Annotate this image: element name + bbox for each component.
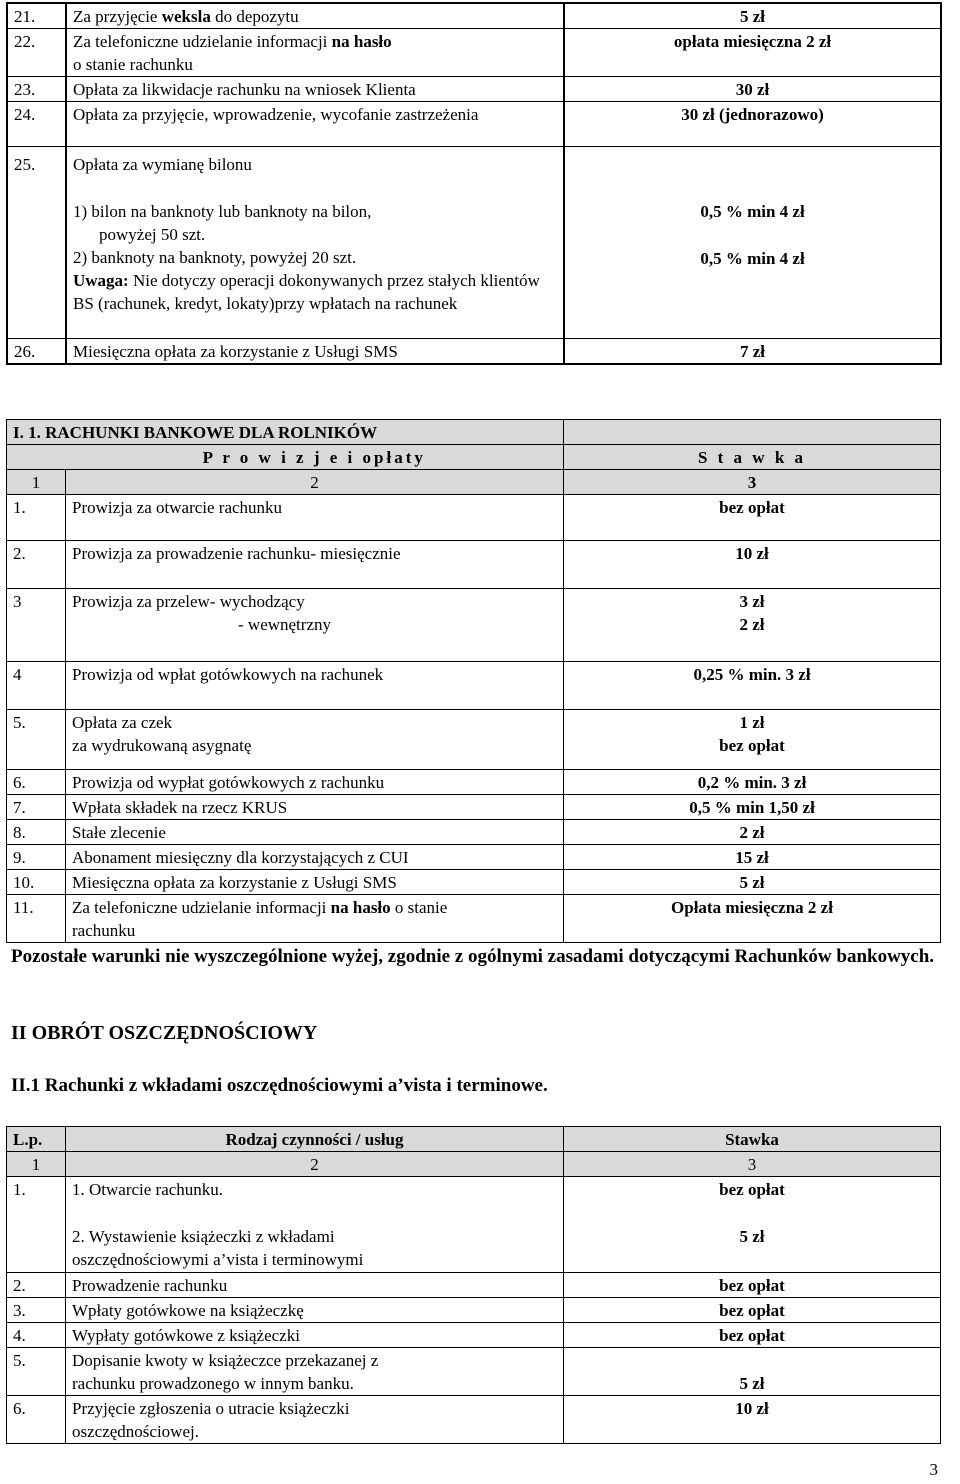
row-value: 0,5 % min 1,50 zł [564,795,941,820]
row-value: 2 zł [564,820,941,845]
row-description: Prowizja za prowadzenie rachunku- miesięcznie [66,541,564,589]
table-row [7,870,941,895]
coin-exchange-note: Uwaga: Nie dotyczy operacji dokonywanych przez stałych klientów BS (rachunek, kredyt, lokaty)przy wpłatach na rachunek [73,271,540,313]
row-value-line: bez opłat [719,736,785,755]
row-description: Opłata za likwidacje rachunku na wniosek Klienta [66,77,564,102]
row-number: 8. [7,820,66,845]
row-description [66,710,564,770]
table-row [7,845,941,870]
row-number: 25. [7,147,66,339]
table-row [7,662,941,710]
row-value: 5 zł [564,870,941,895]
row-value [564,147,941,339]
row-value: bez opłat [564,495,941,541]
row-number: 1. [7,495,66,541]
row-number: 21. [7,3,66,29]
row-value-line: 2 zł [739,615,765,634]
table-row [7,1323,941,1348]
row-number: 3. [7,1298,66,1323]
row-number: 5. [7,1348,66,1396]
page-number: 3 [929,1460,938,1479]
row-description: Wpłata składek na rzecz KRUS [66,795,564,820]
row-description: Za telefoniczne udzielanie informacji na hasło o stanie rachunku [66,895,564,943]
table-row [7,820,941,845]
row-number: 3 [7,589,66,662]
coin-exchange-item-1-cont: powyżej 50 szt. [99,225,206,244]
row-description: Miesięczna opłata za korzystanie z Usługi SMS [66,339,564,365]
row-number: 22. [7,29,66,77]
row-value-line: 3 zł [739,592,765,611]
row-value: bez opłat [564,1323,941,1348]
table-row [7,1177,941,1273]
table-row [7,770,941,795]
row-description: Stałe zlecenie [66,820,564,845]
row-value: Opłata miesięczna 2 zł [564,895,941,943]
row-value: bez opłat [564,1273,941,1298]
row-description: Opłata za przyjęcie, wprowadzenie, wycofanie zastrzeżenia [66,102,564,147]
row-description: Miesięczna opłata za korzystanie z Usługi SMS [66,870,564,895]
row-description: Abonament miesięczny dla korzystających z CUI [66,845,564,870]
row-description-line: 1. Otwarcie rachunku. [72,1180,224,1199]
row-description [66,1396,564,1444]
row-number: 5. [7,710,66,770]
table-row [7,29,941,77]
subsection-title: II.1 Rachunki z wkładami oszczędnościowymi a’vista i terminowe. [11,1075,548,1096]
table-row [7,495,941,541]
row-value: bez opłat [564,1298,941,1323]
table-row [7,102,941,147]
fees-table-continued [6,2,942,365]
row-value [564,1348,941,1396]
row-value: 30 zł [564,77,941,102]
table-title: I. 1. RACHUNKI BANKOWE DLA ROLNIKÓW [7,420,564,445]
row-description: Prowizja od wpłat gotówkowych na rachunek [66,662,564,710]
row-number: 24. [7,102,66,147]
row-value: 15 zł [564,845,941,870]
row-value-line: 5 zł [739,1227,765,1246]
row-description-line: za wydrukowaną asygnatę [72,736,252,755]
row-number: 2. [7,1273,66,1298]
coin-exchange-title: Opłata za wymianę bilonu [73,155,252,174]
row-description: Wypłaty gotówkowe z książeczki [66,1323,564,1348]
row-description-line: oszczędnościowymi a’vista i terminowymi [72,1250,364,1269]
row-value: 5 zł [564,3,941,29]
savings-accounts-table [6,1126,941,1444]
table-header-row [7,1127,941,1152]
column-number-row [7,470,941,495]
table-header-row [7,445,941,470]
table-row [7,1273,941,1298]
row-number: 6. [7,770,66,795]
row-description [66,1177,564,1273]
note-paragraph: Pozostałe warunki nie wyszczególnione wyżej, zgodnie z ogólnymi zasadami dotyczącymi Rachunków bankowych. [11,946,935,967]
row-description: Za przyjęcie weksla do depozytu [66,3,564,29]
row-value [564,589,941,662]
row-description: Za telefoniczne udzielanie informacji na hasło o stanie rachunku [66,29,564,77]
row-number: 9. [7,845,66,870]
row-description: Wpłaty gotówkowe na książeczkę [66,1298,564,1323]
row-description-line: - wewnętrzny [238,615,331,634]
header-fees: P r o w i z j e i opłaty [66,445,564,470]
table-row [7,77,941,102]
coin-exchange-value-2: 0,5 % min 4 zł [700,249,805,268]
table-row [7,895,941,943]
row-value-line: bez opłat [719,1180,785,1199]
section-title: II OBRÓT OSZCZĘDNOŚCIOWY [11,1022,318,1044]
row-value-line: 5 zł [739,1374,765,1393]
column-number: 1 [7,1152,66,1177]
row-value: 0,25 % min. 3 zł [564,662,941,710]
table-row [7,1298,941,1323]
row-number: 6. [7,1396,66,1444]
row-number: 26. [7,339,66,365]
column-number: 2 [66,1152,564,1177]
coin-exchange-item-2: 2) banknoty na banknoty, powyżej 20 szt. [73,248,357,267]
table-row [7,3,941,29]
row-description-line: Prowizja za przelew- wychodzący [72,592,305,611]
table-row [7,795,941,820]
row-number: 4 [7,662,66,710]
column-number-row [7,1152,941,1177]
column-number: 2 [66,470,564,495]
row-number: 4. [7,1323,66,1348]
row-value: 10 zł [564,541,941,589]
table-row [7,1396,941,1444]
table-row [7,589,941,662]
row-value [564,710,941,770]
row-description: Prowizja za otwarcie rachunku [66,495,564,541]
row-value: 30 zł (jednorazowo) [564,102,941,147]
row-description-line: Przyjęcie zgłoszenia o utracie książeczki [72,1399,350,1418]
row-value: opłata miesięczna 2 zł [564,29,941,77]
row-description [66,1348,564,1396]
row-description [66,147,564,339]
row-value: 0,2 % min. 3 zł [564,770,941,795]
header-rate: S t a w k a [564,445,941,470]
coin-exchange-item-1: 1) bilon na banknoty lub banknoty na bilon, [73,202,372,221]
header-description: Rodzaj czynności / usług [66,1127,564,1152]
row-number: 1. [7,1177,66,1273]
row-value: 10 zł [564,1396,941,1444]
column-number: 1 [7,470,66,495]
row-value [564,1177,941,1273]
row-description [66,589,564,662]
row-number: 23. [7,77,66,102]
row-description: Prowadzenie rachunku [66,1273,564,1298]
column-number: 3 [564,1152,941,1177]
row-number: 10. [7,870,66,895]
row-value: 7 zł [564,339,941,365]
farmers-accounts-table [6,419,941,943]
row-description-line: oszczędnościowej. [72,1422,199,1441]
table-row [7,541,941,589]
row-description-line: 2. Wystawienie książeczki z wkładami [72,1227,335,1246]
coin-exchange-value-1: 0,5 % min 4 zł [700,202,805,221]
table-row [7,1348,941,1396]
row-description-line: rachunku prowadzonego w innym banku. [72,1374,354,1393]
table-title-row [7,420,941,445]
table-row [7,339,941,365]
row-value-line: 1 zł [739,713,765,732]
row-number: 2. [7,541,66,589]
row-description-line: Dopisanie kwoty w książeczce przekazanej z [72,1351,379,1370]
column-number: 3 [564,470,941,495]
row-description: Prowizja od wypłat gotówkowych z rachunku [66,770,564,795]
table-row [7,710,941,770]
header-lp: L.p. [7,1127,66,1152]
row-description-line: Opłata za czek [72,713,173,732]
row-number: 11. [7,895,66,943]
row-number: 7. [7,795,66,820]
table-row-coin-exchange [7,147,941,339]
header-rate: Stawka [564,1127,941,1152]
